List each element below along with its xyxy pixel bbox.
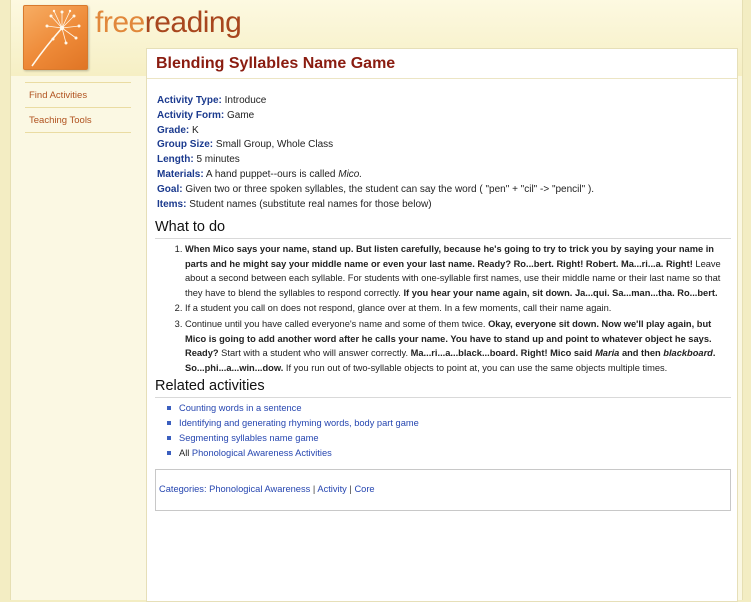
steps-list (155, 242, 729, 376)
step-bold-italic: blackboard (663, 348, 713, 359)
meta-value-italic: Mico. (338, 168, 363, 180)
meta-value: A hand puppet--ours is called (205, 168, 339, 180)
title-divider (147, 78, 737, 79)
step-bold: . So...phi...a...win...dow. (185, 348, 716, 373)
brand-reading: reading (144, 6, 242, 39)
meta-label: Grade: (157, 124, 190, 136)
meta-value: Given two or three spoken syllables, the student can say the word ( "pen" + "cil" -> "pencil" ). (185, 183, 595, 195)
meta-label: Group Size: (157, 139, 214, 151)
categories-box (155, 469, 731, 511)
list-item (167, 416, 419, 431)
step-bold: If you hear your name again, sit down. Ja...qui. Sa...man...tha. Ro...bert. (403, 287, 718, 298)
meta-value: 5 minutes (196, 154, 240, 166)
list-item (167, 431, 419, 446)
meta-materials (157, 168, 594, 183)
meta-value: Game (227, 109, 255, 121)
meta-value: Small Group, Whole Class (215, 139, 334, 151)
step-text: Start with a student who will answer correctly. (218, 348, 411, 359)
meta-label: Materials: (157, 168, 204, 180)
category-link-phonological-awareness[interactable]: Phonological Awareness (209, 484, 311, 494)
step-bold-italic: Maria (595, 348, 620, 359)
step-bold: Ma...ri...a...black...board. Right! Mico said (410, 348, 596, 359)
meta-activity-form (157, 109, 594, 124)
related-link[interactable]: Counting words in a sentence (179, 403, 302, 413)
separator: | (349, 484, 352, 494)
list-item (167, 401, 419, 416)
category-link-core[interactable]: Core (354, 484, 375, 494)
related-link[interactable]: Segmenting syllables name game (179, 433, 319, 443)
what-to-do-heading: What to do (155, 219, 226, 235)
meta-grade (157, 124, 594, 139)
meta-label: Goal: (157, 183, 183, 195)
step-text: If a student you call on does not respond, glance over at them. In a few moments, call their name again. (185, 303, 612, 314)
activity-panel (146, 48, 738, 602)
related-prefix: All (179, 448, 192, 458)
meta-items (157, 198, 594, 213)
meta-value: K (192, 124, 199, 136)
related-activities-heading: Related activities (155, 378, 265, 394)
page-shell (10, 0, 743, 600)
step-bold: Okay, everyone sit down. Now we'll play again, but Mico is going to add another word after he calls your name. You have to stand up and point to whatever object he says. Ready? (185, 318, 712, 359)
activity-meta (157, 94, 594, 212)
meta-activity-type (157, 94, 594, 109)
bullet-icon (167, 451, 171, 455)
step-item (185, 242, 729, 300)
meta-label: Activity Type: (157, 95, 222, 106)
related-link[interactable]: Identifying and generating rhyming words, body part game (179, 418, 419, 428)
separator: | (312, 484, 316, 494)
bullet-icon (167, 406, 171, 410)
page-title: Blending Syllables Name Game (156, 55, 396, 72)
section-divider (155, 238, 731, 239)
meta-value: Student names (substitute real names for those below) (189, 198, 432, 210)
brand-logo[interactable] (95, 6, 241, 40)
brand-free: free (95, 6, 145, 39)
sidebar-item-find-activities[interactable]: Find Activities (25, 82, 131, 107)
bullet-icon (167, 421, 171, 425)
step-bold: When Mico says your name, stand up. But listen carefully, because he's going to try to trick you by saying your name in parts and he might say your middle name or even your last name. Ready? Ro...bert. Right! Robert. Ma...ri...a. Right! (185, 244, 714, 269)
meta-label: Length: (157, 154, 194, 166)
meta-label: Items: (157, 198, 187, 210)
meta-value: Introduce (224, 95, 267, 106)
step-item (185, 301, 729, 316)
sidebar-nav (25, 82, 131, 133)
meta-group-size (157, 138, 594, 153)
related-list (167, 401, 419, 461)
bullet-icon (167, 436, 171, 440)
meta-goal (157, 183, 594, 198)
step-text: Leave about a second between each syllable. For students with one-syllable first names, use their middle name or their last name so that they have to blend the syllables to respond correctly. (185, 258, 721, 298)
step-text: Continue until you have called everyone's name and some of them twice. (185, 318, 489, 329)
meta-length (157, 153, 594, 168)
related-link[interactable]: Phonological Awareness Activities (191, 448, 332, 458)
sidebar-item-teaching-tools[interactable]: Teaching Tools (25, 107, 131, 133)
step-text: If you run out of two-syllable objects to point at, you can use the same objects multiple times. (283, 362, 668, 373)
step-bold: and then (619, 348, 664, 359)
section-divider (155, 397, 731, 398)
list-item (167, 446, 419, 461)
category-link-activity[interactable]: Activity (317, 484, 347, 494)
step-item (185, 317, 729, 375)
dandelion-logo-icon[interactable] (23, 5, 88, 70)
categories-label: Categories: (159, 484, 207, 494)
meta-label: Activity Form: (157, 109, 225, 121)
